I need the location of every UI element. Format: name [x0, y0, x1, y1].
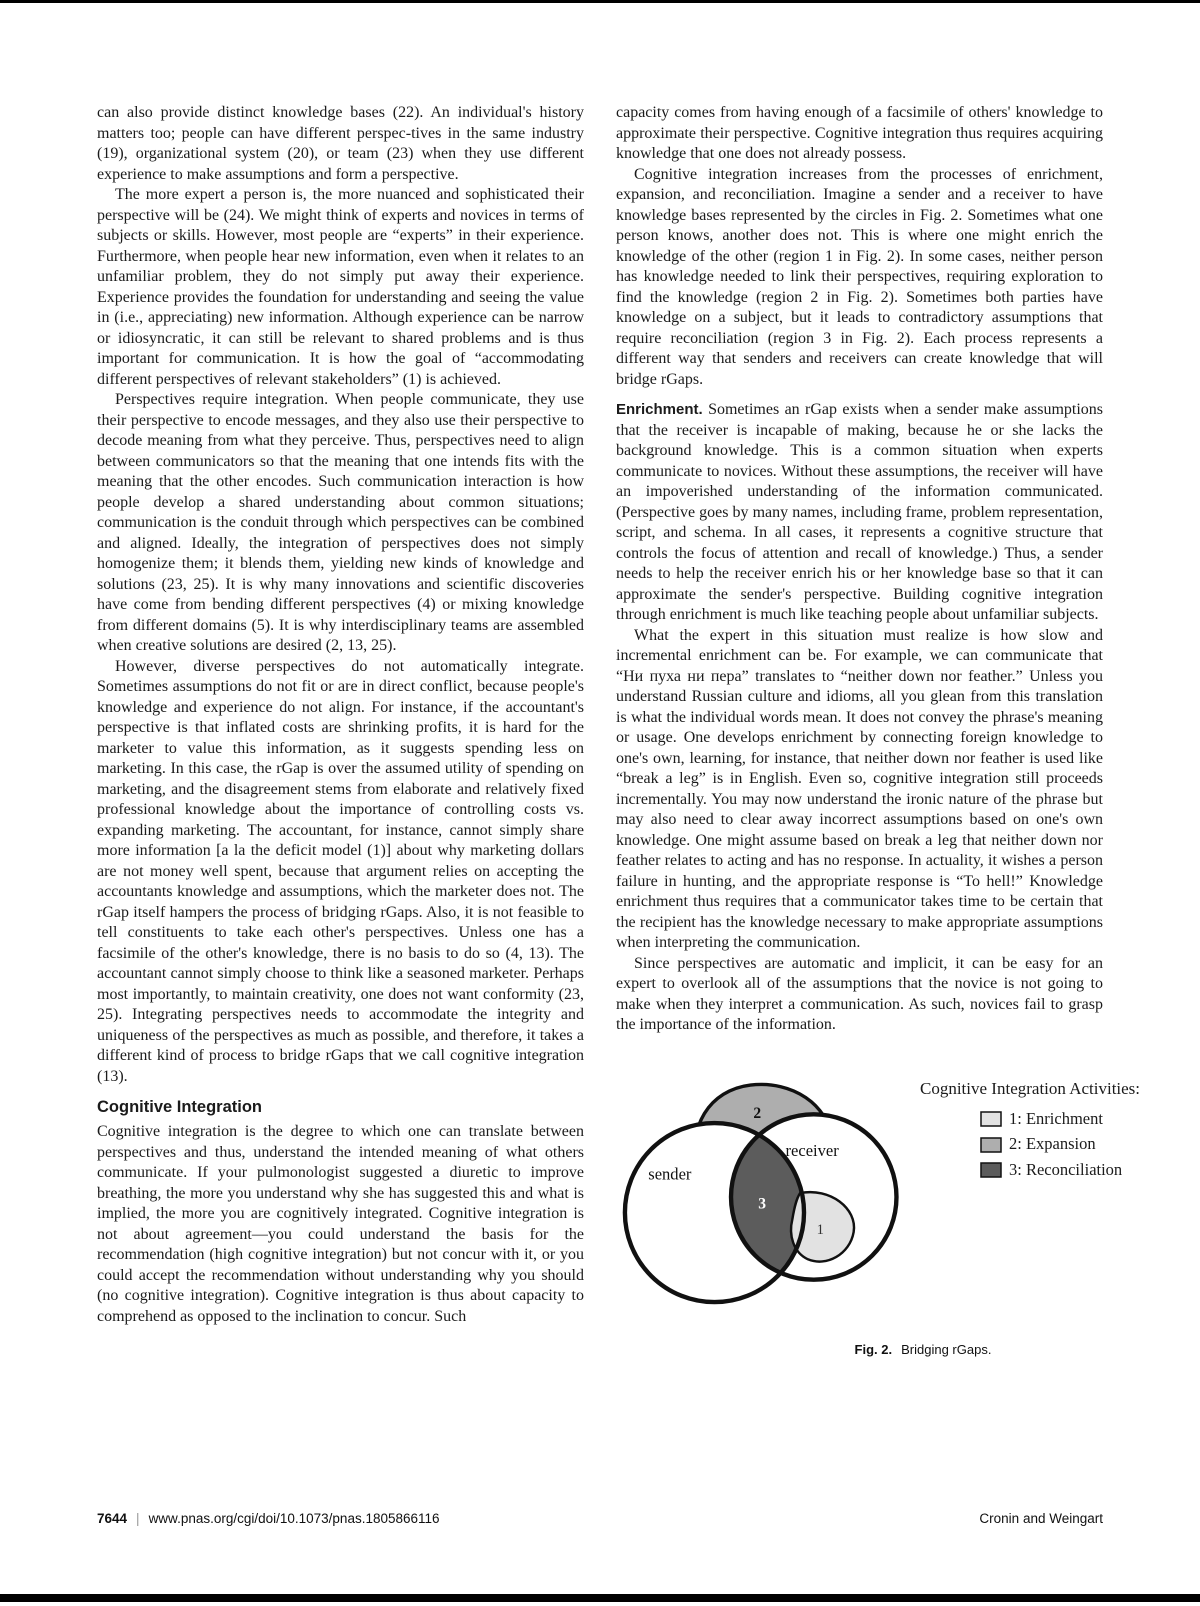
figure-caption [622, 1340, 1178, 1361]
footer-doi: www.pnas.org/cgi/doi/10.1073/pnas.1805866116 [148, 1511, 440, 1526]
left-paragraph-2: The more expert a person is, the more nuanced and sophisticated their perspective will be (24). We might think of experts and novices in terms of subjects or skills. However, most people are “experts” in their experience. Furthermore, when people hear new information, even when it relates to an unfamiliar problem, they do not simply put away their experience. Experience provides the foundation for understanding and seeing the value in (i.e., appreciating) new information. Although experience can be narrow or idiosyncratic, it can still be relevant to shared problems and is thus important for communication. It is how the goal of “accommodating different perspectives of relevant stakeholders” (1) is achieved. [97, 186, 584, 388]
venn-diagram [622, 1078, 914, 1316]
figure-caption-label: Fig. 2. [854, 1341, 893, 1357]
right-paragraph-5: Since perspectives are automatic and implicit, it can be easy for an expert to overlook all of the assumptions that the novice is not going to make when they interpret a communication. As such, novices fail to grasp the importance of the information. [616, 954, 1103, 1033]
footer-separator: | [136, 1511, 140, 1526]
footer-authors: Cronin and Weingart [979, 1511, 1103, 1526]
figure-2-body [622, 1078, 1178, 1316]
left-paragraph-1: can also provide distinct knowledge bases (22). An individual's history matters too; people can have different perspec-tives in the same industry (19), organizational system (20), or team (23) when they use different experience to make assumptions and form a perspective. [97, 104, 584, 183]
region-2-label: 2 [753, 1104, 762, 1122]
legend-label-reconciliation: 3: Reconciliation [1009, 1159, 1123, 1179]
receiver-label: receiver [785, 1140, 839, 1160]
legend-swatch-reconciliation [980, 1162, 1002, 1178]
page-footer [97, 1511, 1103, 1526]
legend-label-expansion: 2: Expansion [1009, 1134, 1096, 1154]
left-paragraph-5: Cognitive integration is the degree to which one can translate between perspectives and thus, understand the intended meaning of what others communicate. If your pulmonologist suggested a diuretic to improve breathing, the more you understand why she has suggested this and what is implied, the more you are cognitively integrated. Cognitive integration is not about agreement—you could understand the basis for the recommendation (high cognitive integration) but not concur with it, or you could accept the recommendation without understanding why you should (no cognitive integration). Cognitive integration is thus about capacity to comprehend as opposed to the inclination to concur. Such [97, 1123, 584, 1325]
region-3-label: 3 [758, 1195, 767, 1213]
left-column [97, 103, 584, 1360]
page-number: 7644 [97, 1511, 128, 1526]
legend-item-enrichment [980, 1109, 1140, 1130]
right-paragraph-1: capacity comes from having enough of a facsimile of others' knowledge to approximate their perspective. Cognitive integration thus requires acquiring knowledge that one does not already possess. [616, 104, 1103, 162]
legend-swatch-expansion [980, 1137, 1002, 1153]
page-edge-top [0, 0, 1200, 3]
page-content [97, 103, 1141, 1360]
legend-item-expansion [980, 1134, 1140, 1155]
figure-2 [622, 1078, 1178, 1361]
footer-left [97, 1511, 440, 1526]
right-paragraph-2: Cognitive integration increases from the processes of enrichment, expansion, and reconciliation. Imagine a sender and a receiver to have knowledge bases represented by the circles in Fig. 2. Sometimes what one person knows, another does not. This is where one might enrich the knowledge of the other (region 1 in Fig. 2). In some cases, neither person has knowledge needed to link their perspectives, requiring exploration to find the knowledge (region 2 in Fig. 2). Sometimes both parties have knowledge on a subject, but it leads to contradictory assumptions that require reconciliation (region 3 in Fig. 2). Each process represents a different way that senders and receivers can create knowledge that will bridge rGaps. [616, 165, 1103, 388]
region-1-label: 1 [816, 1221, 824, 1238]
enrichment-paragraph-text: Sometimes an rGap exists when a sender make assumptions that the receiver is incapable of making, because he or she lacks the background knowledge. This is a common situation when experts communicate to novices. Without these assumptions, the receiver will have an impoverished understanding of the information communicated. (Perspective goes by many names, including frame, problem representation, script, and schema. In all cases, it represents a cognitive structure that controls the focus of attention and recall of knowledge.) Thus, a sender needs to help the receiver enrich his or her knowledge base so that it can approximate the sender's perspective. Building cognitive integration through enrichment is much like teaching people about unfamiliar subjects. [616, 401, 1104, 623]
right-column [616, 103, 1141, 1360]
left-paragraph-4: However, diverse perspectives do not automatically integrate. Sometimes assumptions do not fit or are in direct conflict, because people's knowledge and experience do not align. For instance, if the accountant's perspective is that inflated costs are shrinking profits, it is hard for the marketer to value this information, as it suggests spending less on marketing. In this case, the rGap is over the assumed utility of spending on marketing, and the disagreement stems from elaborate and relatively fixed professional knowledge about the importance of controlling costs vs. expanding marketing. The accountant, for instance, cannot simply share more information [a la the deficit model (1)] about why marketing dollars are not money well spent, because that argument relies on accepting the accountants knowledge and assumptions, which the marketer does not. The rGap itself hampers the process of bridging rGaps. Also, it is not feasible to tell constituents to take each other's perspectives. Unless one has a facsimile of the other's knowledge, there is no basis to do so (4, 13). The accountant cannot simply choose to think like a seasoned marketer. Perhaps most importantly, to maintain creativity, one does not want conformity (23, 25). Integrating perspectives needs to accommodate the integrity and uniqueness of the perspectives as much as possible, and therefore, it takes a different kind of process to bridge rGaps that we call cognitive integration (13). [97, 657, 584, 1085]
page-edge-bottom [0, 1594, 1200, 1602]
figure-legend [920, 1078, 1140, 1186]
enrichment-paragraph [616, 400, 1103, 626]
legend-label-enrichment: 1: Enrichment [1009, 1108, 1103, 1128]
legend-title: Cognitive Integration Activities: [920, 1078, 1141, 1098]
section-heading-cognitive-integration: Cognitive Integration [97, 1098, 262, 1116]
legend-item-reconciliation [980, 1160, 1140, 1181]
legend-items [980, 1109, 1140, 1181]
sender-label: sender [648, 1163, 692, 1183]
figure-caption-text: Bridging rGaps. [901, 1341, 992, 1357]
left-paragraph-3: Perspectives require integration. When people communicate, they use their perspective to encode messages, and they also use their perspective to decode meaning from what they perceive. Thus, perspectives need to align between communicators so that the meaning that one intends fits with the meaning that the other encodes. Such communication interaction is how people develop a shared understanding about common situations; communication is the conduit through which perspectives can be combined and aligned. Ideally, the integration of perspectives does not simply homogenize them; it blends them, yielding new kinds of knowledge and solutions (23, 25). It is why many innovations and scientific discoveries have come from bending different perspectives (4) or mixing knowledge from different domains (5). It is why interdisciplinary teams are assembled when creative solutions are desired (2, 13, 25). [97, 391, 584, 654]
legend-swatch-enrichment [980, 1111, 1002, 1127]
right-paragraph-4: What the expert in this situation must realize is how slow and incremental enrichment can be. For example, we can communicate that “Ни пуха ни пера” translates to “neither down nor feather.” Unless you understand Russian culture and idioms, all you glean from this translation is what the individual words mean. It does not convey the phrase's meaning or usage. One develops enrichment by connecting foreign knowledge to one's own, learning, for instance, that neither down nor feather is used like “break a leg” is in English. Even so, cognitive integration still proceeds incrementally. You may now understand the ironic nature of the phrase but may also need to clear away incorrect assumptions based on one's own knowledge. One might assume based on break a leg that neither down nor feather relates to acting and has no response. In actuality, it wishes a person failure in hunting, and the appropriate response is “To hell!” Knowledge enrichment thus requires that a communicator takes time to be certain that the recipient has the knowledge necessary to make appropriate assumptions when interpreting the communication. [616, 626, 1103, 951]
enrichment-runin-heading: Enrichment. [616, 401, 703, 418]
